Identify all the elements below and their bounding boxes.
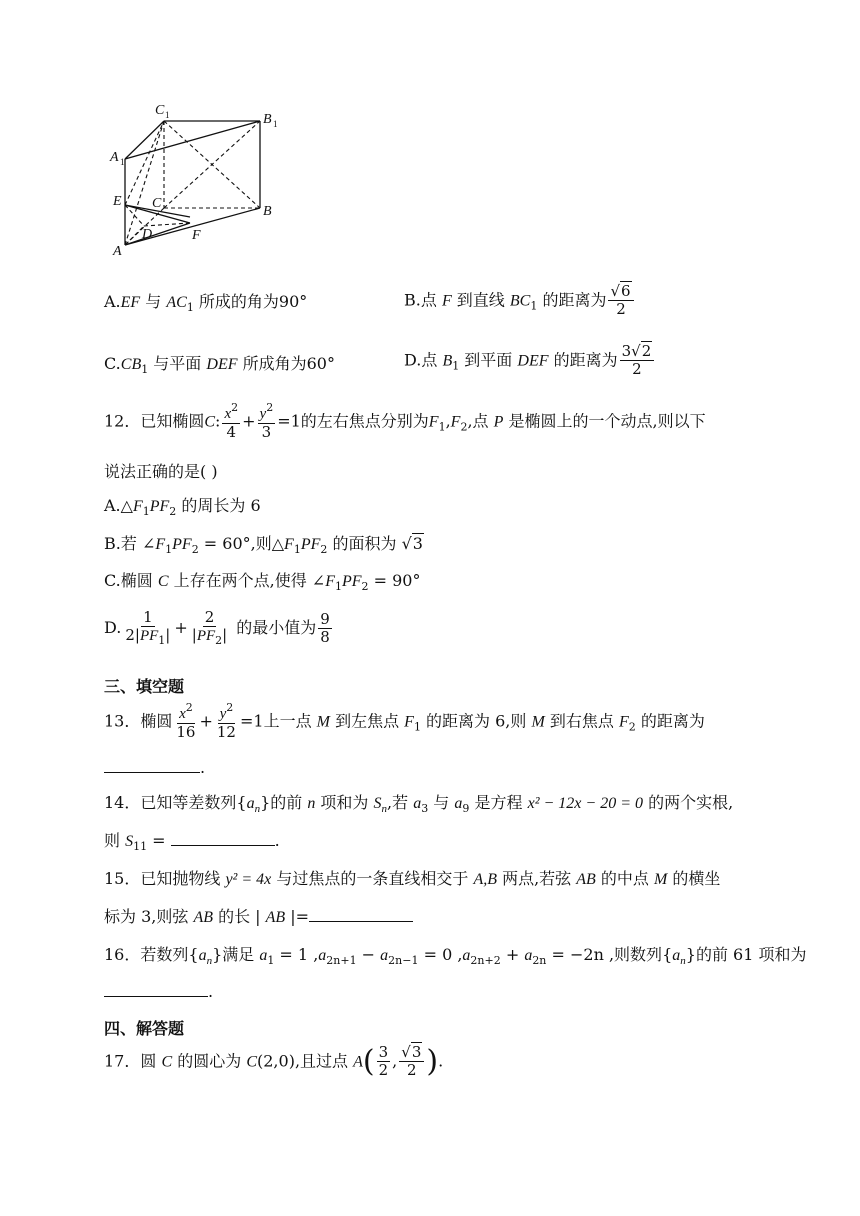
text: 两点,若弦: [496, 869, 577, 888]
math-a: a: [318, 947, 327, 964]
prism-figure: [100, 95, 300, 265]
math-C: C: [204, 413, 216, 431]
label-C1: C: [155, 103, 165, 118]
text: 13．椭圆: [104, 711, 173, 731]
math-F1: F: [155, 536, 166, 553]
numerator: 2: [204, 608, 215, 626]
text: 的圆心为: [172, 1051, 247, 1071]
label-A1-sub: 1: [120, 157, 125, 167]
text: 的中点: [595, 869, 654, 888]
label-B: B: [263, 204, 272, 219]
math-AB: AB: [193, 909, 213, 926]
text: 上存在两个点,使得: [168, 571, 312, 590]
plus: +: [500, 945, 525, 964]
text: ,点: [467, 411, 494, 431]
math-PF1: PF: [139, 628, 159, 645]
text: 所成的角为: [193, 292, 279, 311]
math-F: F: [441, 292, 452, 310]
opt-prefix: C.椭圆: [104, 571, 158, 590]
text: 到平面: [459, 350, 518, 370]
q11-option-b: [404, 283, 636, 319]
text: = 0 ,: [418, 945, 463, 964]
q14-line2: [104, 828, 280, 853]
equals-one: =1: [239, 711, 264, 731]
q12-stem-line1: 12．已知椭圆C: $\frac{x^2}{4}$ + $\frac{y^2}{3}$ =1的左右焦点分别为$F_1,F_2$,点 P 是椭圆上的一个动点,则以下: [104, 401, 706, 442]
text: 14．已知等差数列: [104, 793, 237, 812]
denominator: 16: [176, 723, 196, 742]
text: 与过焦点的一条直线相交于: [271, 869, 474, 888]
math-F2: F: [310, 536, 321, 553]
math-S: S: [373, 795, 382, 812]
q11-option-c: [104, 351, 335, 376]
numerator: 9: [320, 609, 330, 628]
answer-blank[interactable]: [104, 996, 208, 997]
math-F2: F: [351, 573, 362, 590]
math-a3: a: [413, 795, 422, 812]
subscript: 3: [421, 802, 429, 815]
numerator: 3: [378, 1043, 389, 1061]
equation: = 90°: [368, 571, 421, 590]
math-equation: x² − 12x − 20 = 0: [527, 795, 643, 812]
text: 到右焦点: [544, 711, 619, 731]
minus: −: [356, 945, 381, 964]
text: 的最小值为: [231, 617, 317, 637]
math-P: P: [300, 536, 311, 553]
math-a: a: [380, 947, 389, 964]
opt-prefix: B.若: [104, 534, 142, 553]
text: = −2n: [546, 945, 604, 964]
denominator: 2: [407, 1061, 417, 1080]
math-CB: CB: [120, 356, 142, 373]
text: 的距离为: [635, 711, 705, 731]
denominator: 2: [616, 300, 626, 319]
text: 项和为: [315, 793, 374, 812]
text: 满足: [222, 945, 260, 964]
equals-one: =1: [277, 411, 301, 431]
math-C: C: [161, 1053, 173, 1071]
label-A: A: [113, 244, 122, 259]
subscript: 1: [186, 301, 194, 314]
text: = 1 ,: [274, 945, 319, 964]
q14-line1: 14．已知等差数列$\{a_n\}$的前 n 项和为 $S_n$,若 $a_3$ 与 $a_9$ 是方程 x² − 12x − 20 = 0 的两个实根,: [104, 793, 734, 815]
radicand: 3: [411, 1043, 422, 1061]
answer-blank[interactable]: [309, 921, 413, 922]
opt-prefix: A.: [104, 292, 121, 311]
math-F1: F: [284, 536, 294, 553]
fraction: $\frac{2}{|PF_2|}$: [191, 608, 228, 648]
math-DEF: DEF: [206, 356, 238, 373]
colon: :: [215, 411, 221, 431]
opt-prefix: A.: [104, 496, 121, 515]
angle-symbol: ∠: [311, 571, 326, 590]
text: ,则数列: [603, 945, 663, 964]
text: 标为 3,则弦: [104, 907, 194, 926]
q15-line1: [104, 866, 720, 889]
math-y: y: [219, 706, 227, 722]
label-B1: B: [263, 112, 272, 127]
text: 到直线: [451, 290, 510, 310]
text: 的距离为: [537, 290, 607, 310]
fraction: $\frac{1}{2|PF_1|}$: [125, 608, 171, 648]
center-coords: 2,0: [263, 1051, 289, 1071]
q13-line2: [104, 758, 205, 777]
text: 与: [428, 793, 455, 812]
q15-line2: [104, 904, 413, 927]
subscript: 2n+1: [326, 954, 357, 967]
equals: =: [147, 831, 171, 850]
period: .: [200, 758, 206, 777]
fraction: $\frac{y^2}{12}$: [216, 701, 236, 742]
fraction: $\frac{3√2}{2}$: [620, 343, 655, 379]
radicand: 2: [641, 342, 652, 360]
math-F2: F: [619, 713, 629, 731]
text: 的距离为: [548, 350, 618, 370]
subscript: 9: [462, 802, 470, 815]
text: ,若: [387, 793, 414, 812]
text: 的两个实根,: [642, 793, 734, 812]
math-P: P: [341, 573, 352, 590]
text: 与: [140, 292, 167, 311]
q16-line1: 16．若数列$\{a_n\}$满足 $a_1 = 1$ $,a_{2n+1} - a_{2n-1} = 0$ $,a_{2n+2} + a_{2n} = -2n$ ,则数列$\{a_n\}$的前 61 项和为: [104, 945, 807, 967]
text: ,则: [250, 534, 272, 553]
subscript-n: n: [381, 803, 388, 815]
denominator: 12: [216, 723, 236, 742]
q11-option-d: [404, 343, 656, 379]
subscript: 2n−1: [388, 954, 419, 967]
math-PF2: PF: [196, 628, 216, 645]
q12-option-b: B.若 $\angle F_1PF_2 = 60^\circ$,则$\triangle F_1PF_2$ 的面积为 √3: [104, 534, 423, 556]
period: .: [438, 1051, 444, 1071]
q12-stem-line2: 说法正确的是( ): [104, 462, 218, 481]
q17-line1: 17．圆 C 的圆心为 C(2,0),且过点 A( $\frac{3}{2}$ , $\frac{√3}{2}$ ).: [104, 1043, 444, 1080]
math-a: a: [246, 795, 255, 812]
math-P: P: [172, 536, 182, 553]
text: 的面积为: [327, 534, 402, 553]
label-A1: A: [110, 150, 119, 165]
math-C: C: [246, 1053, 257, 1071]
opt-prefix: B.点: [404, 290, 442, 310]
fraction: $\frac{√3}{2}$: [399, 1044, 424, 1080]
math-a: a: [462, 947, 471, 964]
text: 17．圆: [104, 1051, 162, 1071]
text: 所成角为: [237, 354, 307, 373]
q12-option-d: D. $\frac{1}{2|PF_1|}$ + $\frac{2}{|PF_2|}$ 的最小值为 $\frac{9}{8}$: [104, 608, 330, 648]
math-P: P: [493, 413, 504, 431]
q12-option-a: $A.\triangle F_1PF_2$ 的周长为 6: [104, 496, 261, 518]
math-F1: F: [132, 498, 143, 515]
denominator: 4: [226, 423, 237, 442]
label-B1-sub: 1: [273, 119, 278, 129]
math-a: a: [672, 947, 681, 964]
math-a: a: [259, 947, 268, 964]
math-F2: F: [450, 413, 461, 431]
fraction: [377, 1044, 391, 1080]
text: 的横坐: [667, 869, 721, 888]
label-C: C: [152, 196, 162, 211]
q13-line1: 13．椭圆 $\frac{x^2}{16}$ + $\frac{y^2}{12}$ =1上一点 M 到左焦点 $F_1$ 的距离为 6,则 M 到右焦点 $F_2$ 的距离为: [104, 701, 705, 742]
fraction: $\frac{√6}{2}$: [608, 283, 633, 319]
math-F1: F: [325, 573, 335, 590]
math-M: M: [316, 713, 330, 731]
radicand: 3: [412, 534, 423, 553]
answer-blank[interactable]: [171, 845, 275, 846]
coef: 2: [125, 626, 135, 645]
label-D: D: [142, 227, 153, 242]
math-S: S: [125, 833, 134, 850]
math-F2: F: [181, 536, 192, 553]
label-C1-sub: 1: [165, 110, 170, 120]
text: 的左右焦点分别为: [300, 411, 429, 431]
fraction: [318, 611, 332, 647]
section-title-fill-in: 三、填空题: [104, 677, 185, 696]
text: 的前: [270, 793, 308, 812]
math-B: B: [442, 352, 453, 370]
fraction: $\frac{x^2}{4}$: [224, 401, 239, 442]
math-A: A: [353, 1053, 363, 1071]
subscript: 2n+2: [470, 954, 501, 967]
radicand: 6: [621, 282, 631, 300]
text: ,且过点: [294, 1051, 354, 1071]
denominator: 2: [378, 1061, 389, 1080]
text: 与平面: [148, 354, 207, 373]
math-angle: 90°: [278, 292, 308, 311]
math-P: P: [149, 498, 160, 515]
math-BC: BC: [509, 292, 531, 310]
math-x: x: [224, 406, 232, 422]
label-E: E: [113, 194, 122, 209]
text: 到左焦点: [329, 711, 405, 731]
math-C: C: [157, 573, 169, 590]
fraction: $\frac{y^2}{3}$: [259, 401, 274, 442]
math-M: M: [653, 871, 668, 888]
period: .: [208, 982, 214, 1001]
math-parabola: y² = 4x: [225, 871, 272, 888]
denominator: 8: [320, 627, 330, 646]
math-n: n: [307, 795, 316, 812]
text: 的距离为 6,则: [420, 711, 532, 731]
opt-prefix: D.: [104, 617, 122, 637]
math-F1: F: [404, 713, 414, 731]
subscript-n: n: [254, 803, 261, 815]
triangle-symbol: △: [120, 496, 133, 515]
opt-prefix: C.: [104, 354, 121, 373]
math-EF: EF: [120, 294, 141, 311]
math-AC: AC: [166, 294, 187, 311]
subscript: 1: [530, 299, 538, 313]
text: 的长 |: [213, 907, 266, 926]
text: 15．已知抛物线: [104, 869, 226, 888]
math-a: a: [524, 947, 533, 964]
fraction: $\frac{x^2}{16}$: [176, 701, 196, 742]
math-a: a: [198, 947, 207, 964]
triangle-symbol: △: [271, 534, 285, 553]
text: 是椭圆上的一个动点,则以下: [503, 411, 706, 431]
section-title-solutions: 四、解答题: [104, 1019, 185, 1038]
text: |=: [285, 907, 310, 926]
equation: = 60°: [198, 534, 251, 553]
denominator: 2: [632, 360, 642, 379]
math-angle: 60°: [306, 354, 335, 373]
text: 12．已知椭圆: [104, 411, 205, 431]
q11-option-a: [104, 289, 307, 314]
denominator: 3: [261, 423, 272, 442]
opt-prefix: D.点: [404, 350, 443, 370]
subscript: 1: [452, 359, 460, 373]
period: .: [274, 831, 280, 850]
text: 的周长为 6: [176, 496, 261, 515]
answer-blank[interactable]: [104, 772, 200, 773]
math-x: x: [179, 706, 186, 722]
subscript: 1: [141, 363, 149, 376]
q12-option-c: C.椭圆 C 上存在两个点,使得 $\angle F_1PF_2 = 90^\circ$: [104, 571, 421, 593]
subscript: 11: [133, 840, 148, 853]
angle-symbol: ∠: [141, 534, 156, 553]
math-M: M: [531, 713, 545, 731]
math-AB: A,B: [473, 871, 497, 888]
math-AB: AB: [265, 909, 286, 926]
text: 则: [104, 831, 126, 850]
numerator: 1: [143, 608, 153, 626]
text: 是方程: [469, 793, 528, 812]
text: 的前 61 项和为: [695, 945, 807, 964]
math-a9: a: [454, 795, 463, 812]
subscript: 2n: [532, 954, 547, 967]
label-F: F: [192, 228, 201, 243]
math-DEF: DEF: [517, 352, 549, 370]
math-y: y: [259, 406, 267, 422]
math-F2: F: [159, 498, 170, 515]
text: 16．若数列: [104, 945, 189, 964]
coef: 3: [621, 342, 632, 360]
q16-line2: [104, 982, 213, 1001]
subscript: 1: [267, 954, 275, 967]
text: 上一点: [263, 711, 317, 731]
math-AB: AB: [576, 871, 596, 888]
math-F1: F: [428, 413, 439, 431]
